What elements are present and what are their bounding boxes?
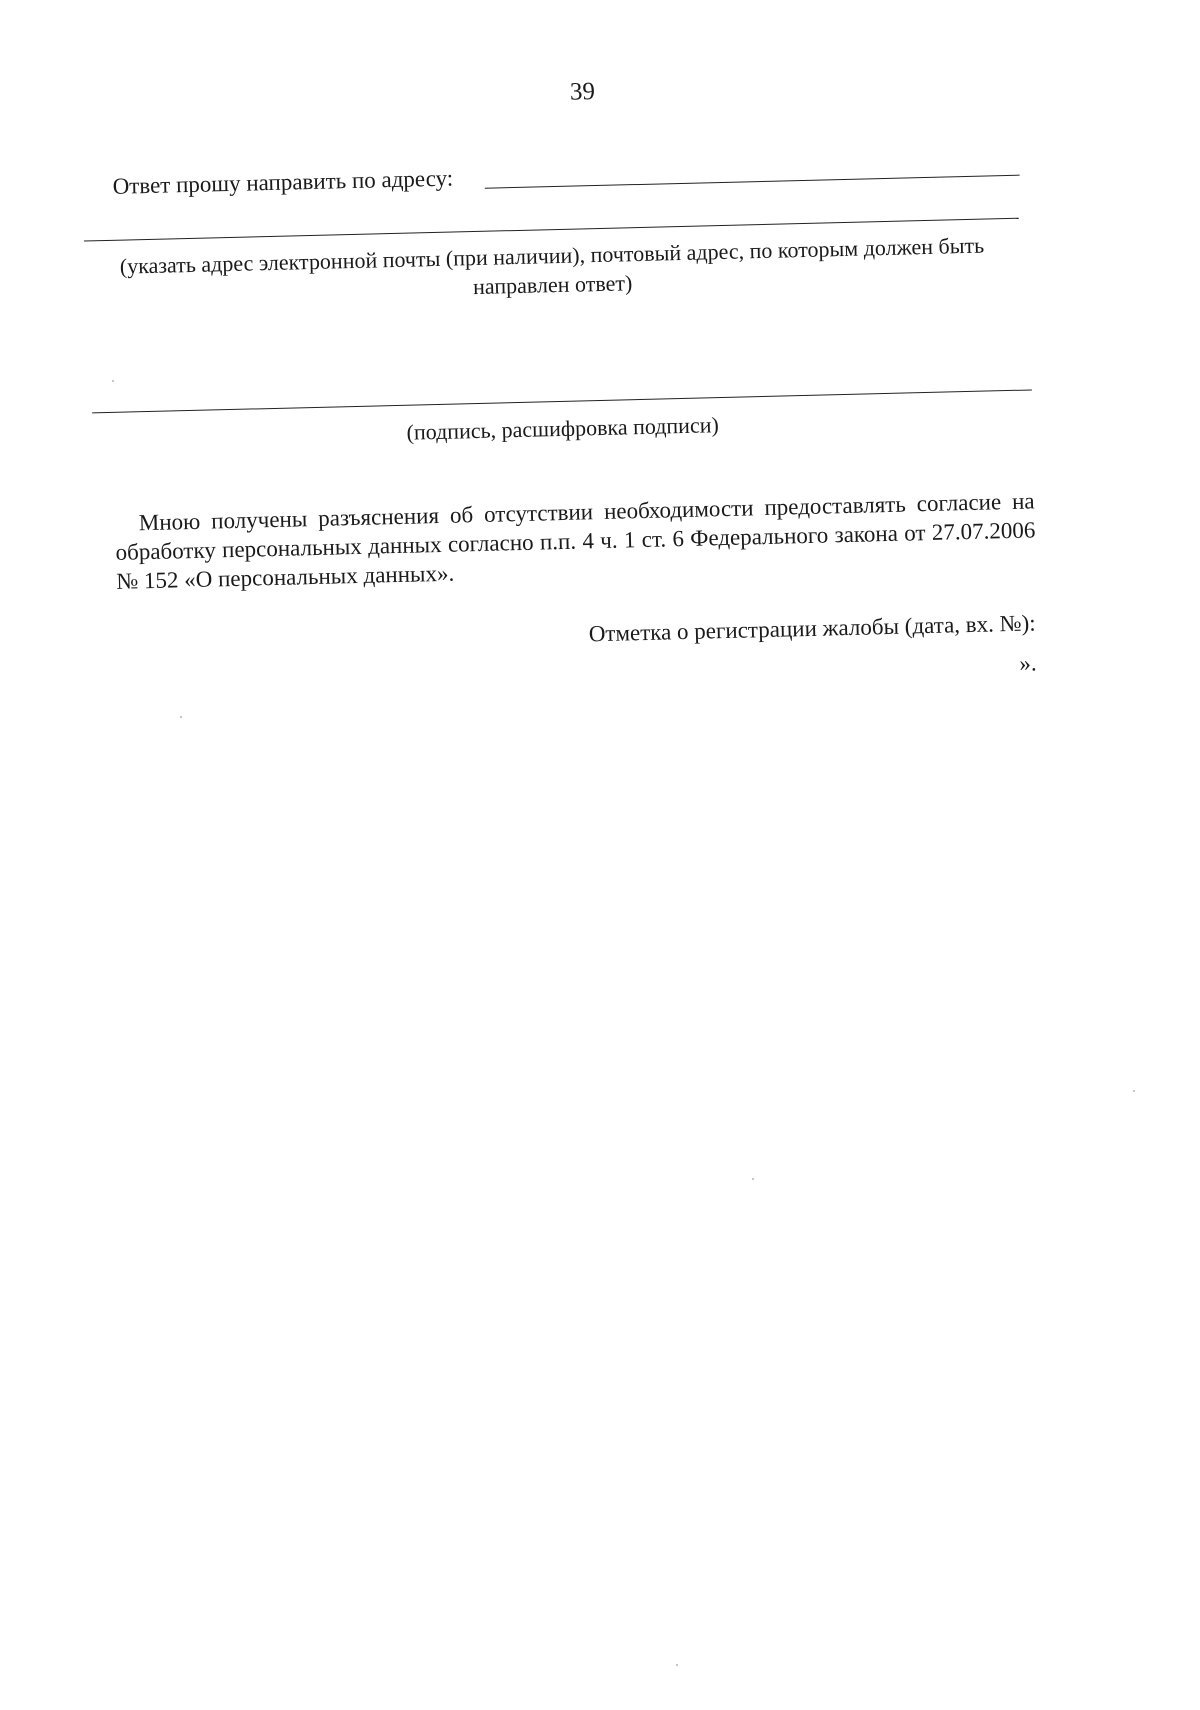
address-blank-line-1 — [485, 175, 1020, 189]
registration-label: Отметка о регистрации жалобы (дата, вх. №): — [588, 610, 1036, 647]
scan-speck — [676, 1664, 678, 1666]
page-number: 39 — [569, 78, 596, 106]
scan-speck — [180, 716, 182, 718]
scan-speck — [112, 380, 114, 382]
signature-caption: (подпись, расшифровка подписи) — [406, 412, 720, 445]
scan-speck — [752, 1178, 754, 1180]
scan-speck — [1133, 1090, 1135, 1092]
consent-paragraph: Мною получены разъяснения об отсутствии необходимости предоставлять согласие на обработку персональных данных согласно п.п. 4 ч. 1 ст. 6 Федерального закона от 27.07.2006 № 152 «О персональных данных». — [115, 488, 1036, 594]
address-caption: (указать адрес электронной почты (при наличии), почтовый адрес, по которым должен быть направлен ответ) — [119, 232, 985, 300]
closing-mark: ». — [1019, 650, 1037, 676]
address-label: Ответ прошу направить по адресу: — [112, 165, 454, 199]
